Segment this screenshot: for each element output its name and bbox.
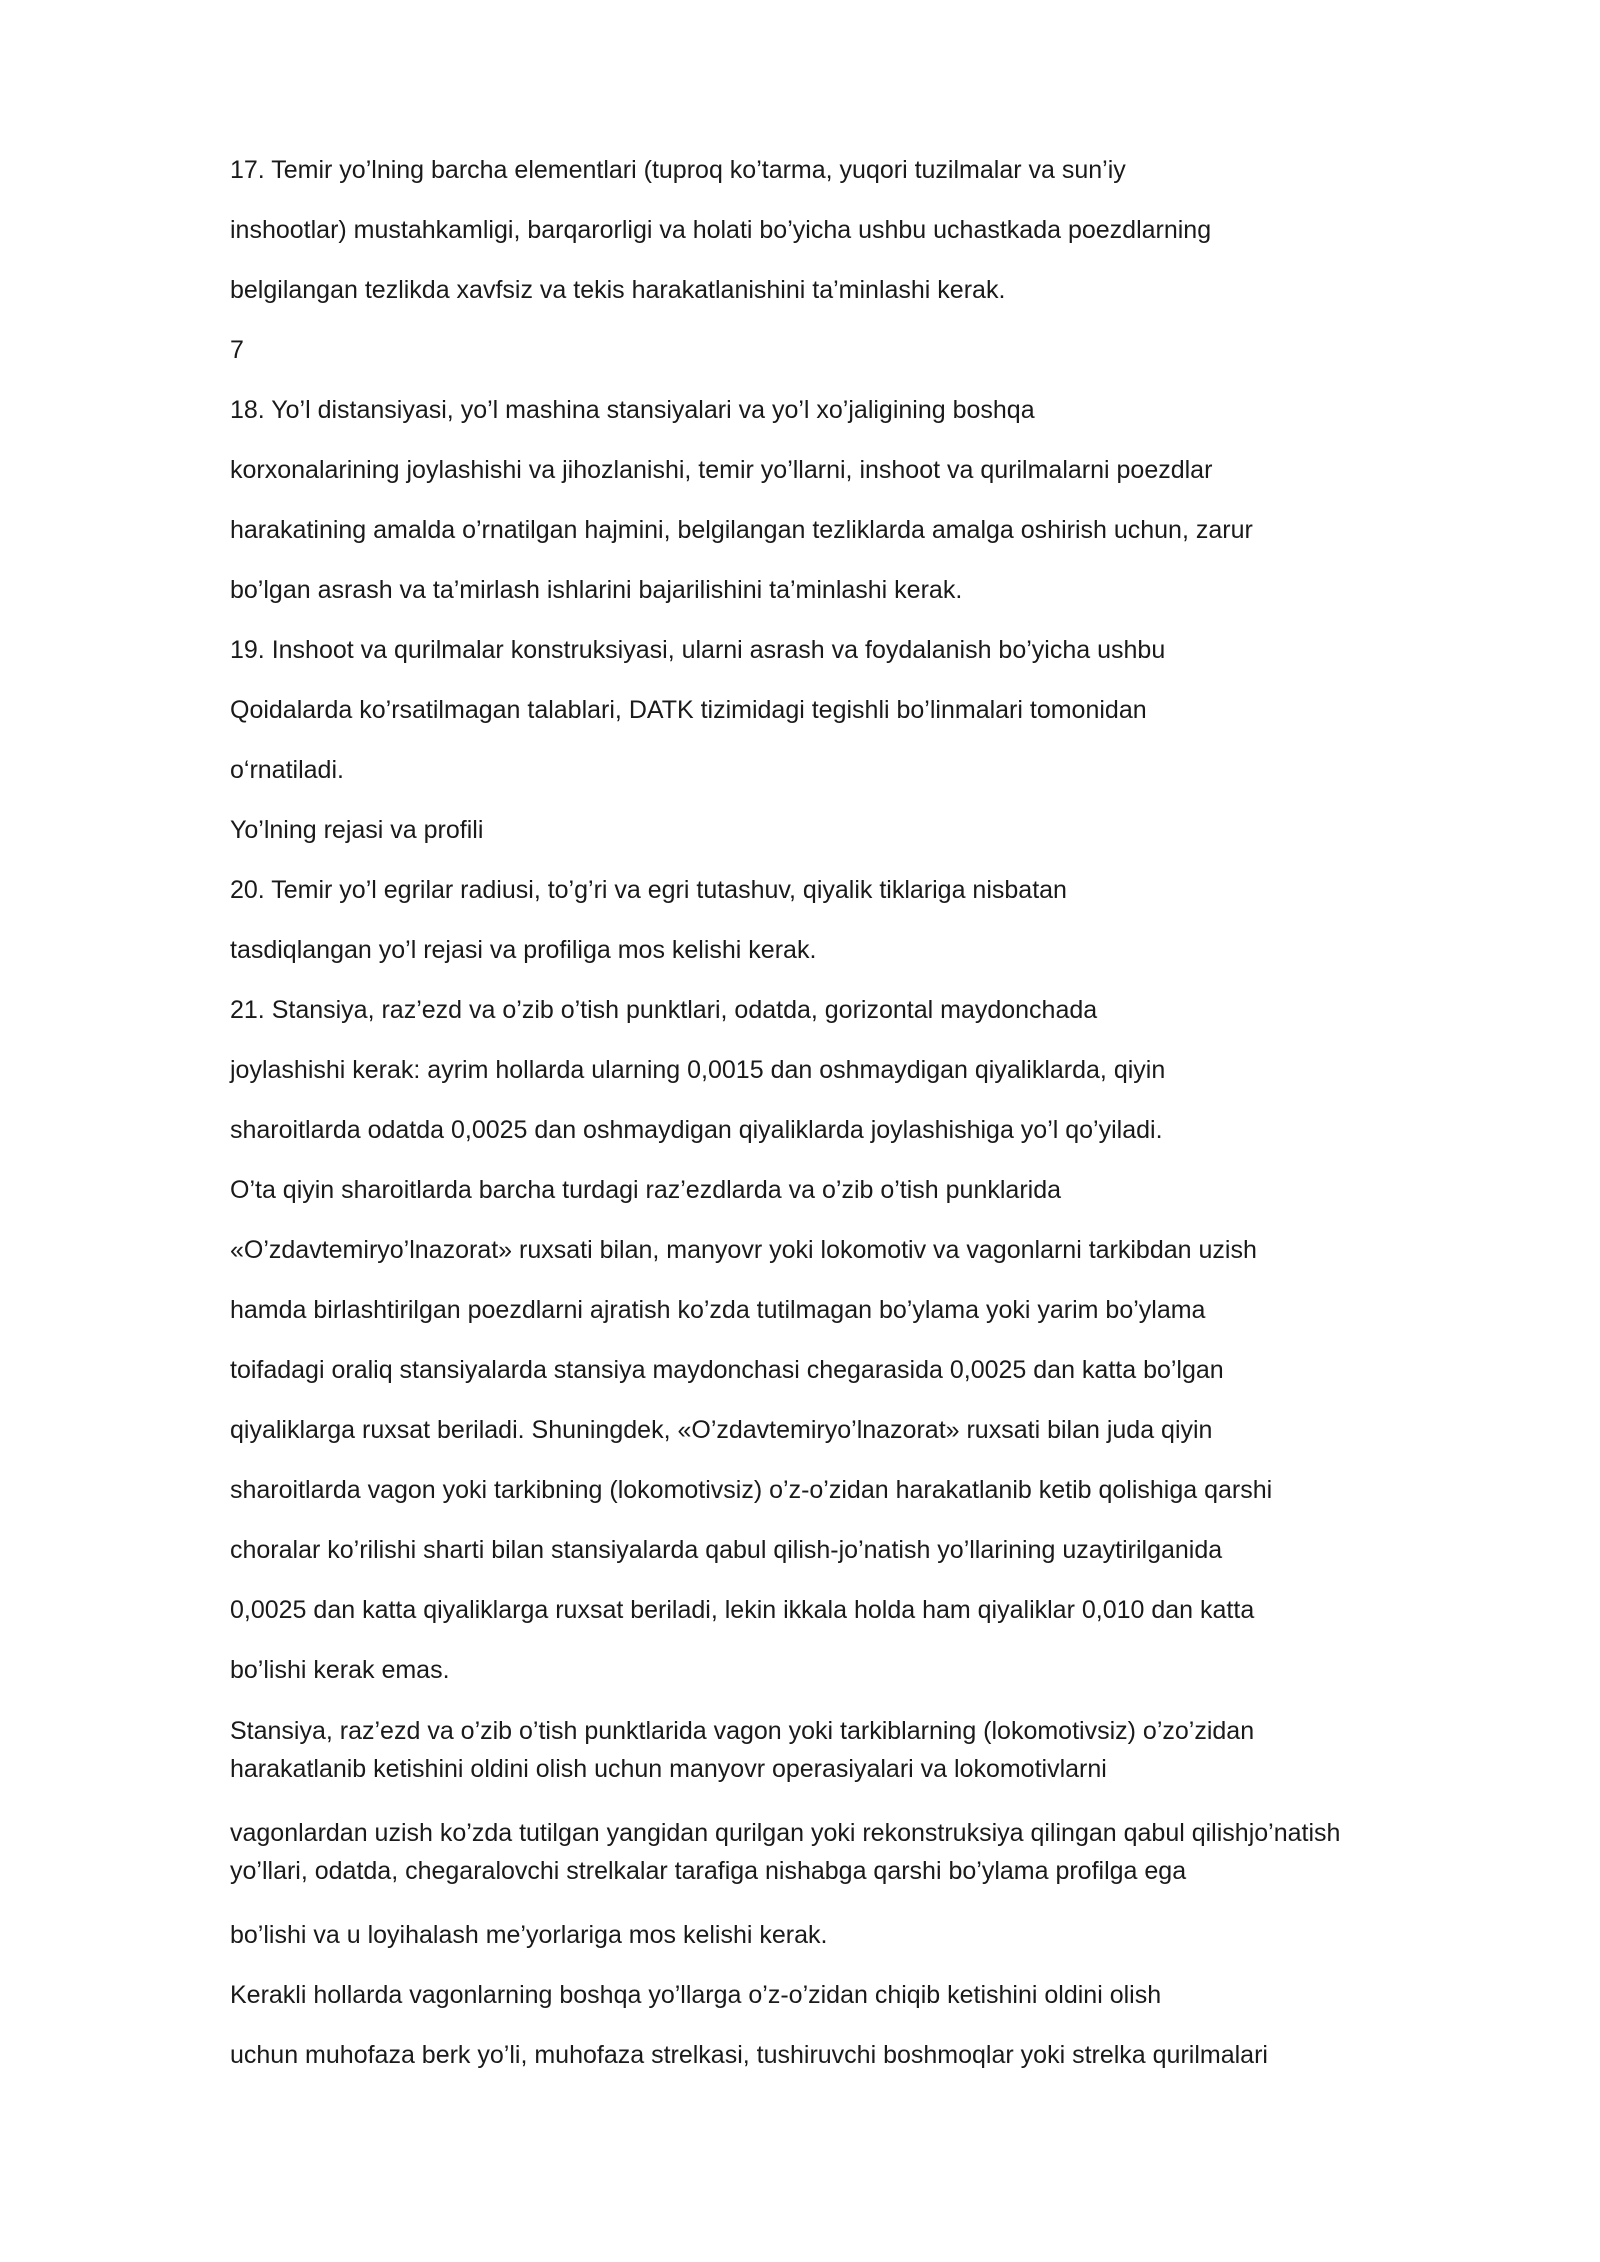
text-line: inshootlar) mustahkamligi, barqarorligi va holati bo’yicha ushbu uchastkada poezdlarning [230, 216, 1212, 244]
text-line: bo’lgan asrash va ta’mirlash ishlarini bajarilishini ta’minlashi kerak. [230, 576, 963, 604]
text-line: uchun muhofaza berk yo’li, muhofaza strelkasi, tushiruvchi boshmoqlar yoki strelka qurilmalari [230, 2041, 1268, 2069]
text-line: belgilangan tezlikda xavfsiz va tekis harakatlanishini ta’minlashi kerak. [230, 276, 1006, 304]
text-line: toifadagi oraliq stansiyalarda stansiya maydonchasi chegarasida 0,0025 dan katta bo’lgan [230, 1356, 1224, 1384]
text-line: harakatining amalda o’rnatilgan hajmini, belgilangan tezliklarda amalga oshirish uchun, zarur [230, 516, 1253, 544]
text-line: harakatlanib ketishini oldini olish uchun manyovr operasiyalari va lokomotivlarni [230, 1755, 1107, 1783]
text-line: 20. Temir yo’l egrilar radiusi, to’g’ri va egri tutashuv, qiyalik tiklariga nisbatan [230, 876, 1067, 904]
text-line: 19. Inshoot va qurilmalar konstruksiyasi, ularni asrash va foydalanish bo’yicha ushbu [230, 636, 1166, 664]
text-line: joylashishi kerak: ayrim hollarda ularning 0,0015 dan oshmaydigan qiyaliklarda, qiyin [230, 1056, 1166, 1084]
text-line: yo’llari, odatda, chegaralovchi strelkalar tarafiga nishabga qarshi bo’ylama profilga ega [230, 1857, 1187, 1885]
text-line: 21. Stansiya, raz’ezd va o’zib o’tish punktlari, odatda, gorizontal maydonchada [230, 996, 1098, 1024]
text-line: korxonalarining joylashishi va jihozlanishi, temir yo’llarni, inshoot va qurilmalarni poezdlar [230, 456, 1213, 484]
text-line: Qoidalarda ko’rsatilmagan talablari, DATK tizimidagi tegishli bo’linmalari tomonidan [230, 696, 1147, 724]
text-line: 17. Temir yo’lning barcha elementlari (tuproq ko’tarma, yuqori tuzilmalar va sun’iy [230, 156, 1126, 184]
text-line: O’ta qiyin sharoitlarda barcha turdagi raz’ezdlarda va o’zib o’tish punklarida [230, 1176, 1062, 1204]
text-line: bo’lishi va u loyihalash me’yorlariga mos kelishi kerak. [230, 1921, 828, 1949]
text-line: bo’lishi kerak emas. [230, 1656, 450, 1684]
page-number: 7 [230, 336, 244, 364]
text-line: sharoitlarda vagon yoki tarkibning (lokomotivsiz) o’z-o’zidan harakatlanib ketib qolishiga qarshi [230, 1476, 1273, 1504]
text-line: Stansiya, raz’ezd va o’zib o’tish punktlarida vagon yoki tarkiblarning (lokomotivsiz) o’zo’zidan [230, 1717, 1255, 1745]
text-line: tasdiqlangan yo’l rejasi va profiliga mos kelishi kerak. [230, 936, 817, 964]
text-line: 0,0025 dan katta qiyaliklarga ruxsat beriladi, lekin ikkala holda ham qiyaliklar 0,010 dan katta [230, 1596, 1255, 1624]
text-line: sharoitlarda odatda 0,0025 dan oshmaydigan qiyaliklarda joylashishiga yo’l qo’yiladi. [230, 1116, 1163, 1144]
section-heading: Yo’lning rejasi va profili [230, 816, 484, 844]
text-line: o‘rnatiladi. [230, 756, 344, 784]
text-line: hamda birlashtirilgan poezdlarni ajratish ko’zda tutilmagan bo’ylama yoki yarim bo’ylama [230, 1296, 1206, 1324]
text-line: vagonlardan uzish ko’zda tutilgan yangidan qurilgan yoki rekonstruksiya qilingan qabul qilishjo’natish [230, 1819, 1341, 1847]
text-line: Kerakli hollarda vagonlarning boshqa yo’llarga o’z-o’zidan chiqib ketishini oldini olish [230, 1981, 1162, 2009]
text-line: «O’zdavtemiryo’lnazorat» ruxsati bilan, manyovr yoki lokomotiv va vagonlarni tarkibdan uzish [230, 1236, 1257, 1264]
text-line: choralar ko’rilishi sharti bilan stansiyalarda qabul qilish-jo’natish yo’llarining uzaytirilganida [230, 1536, 1223, 1564]
text-line: qiyaliklarga ruxsat beriladi. Shuningdek, «O’zdavtemiryo’lnazorat» ruxsati bilan juda qiyin [230, 1416, 1213, 1444]
text-line: 18. Yo’l distansiyasi, yo’l mashina stansiyalari va yo’l xo’jaligining boshqa [230, 396, 1035, 424]
